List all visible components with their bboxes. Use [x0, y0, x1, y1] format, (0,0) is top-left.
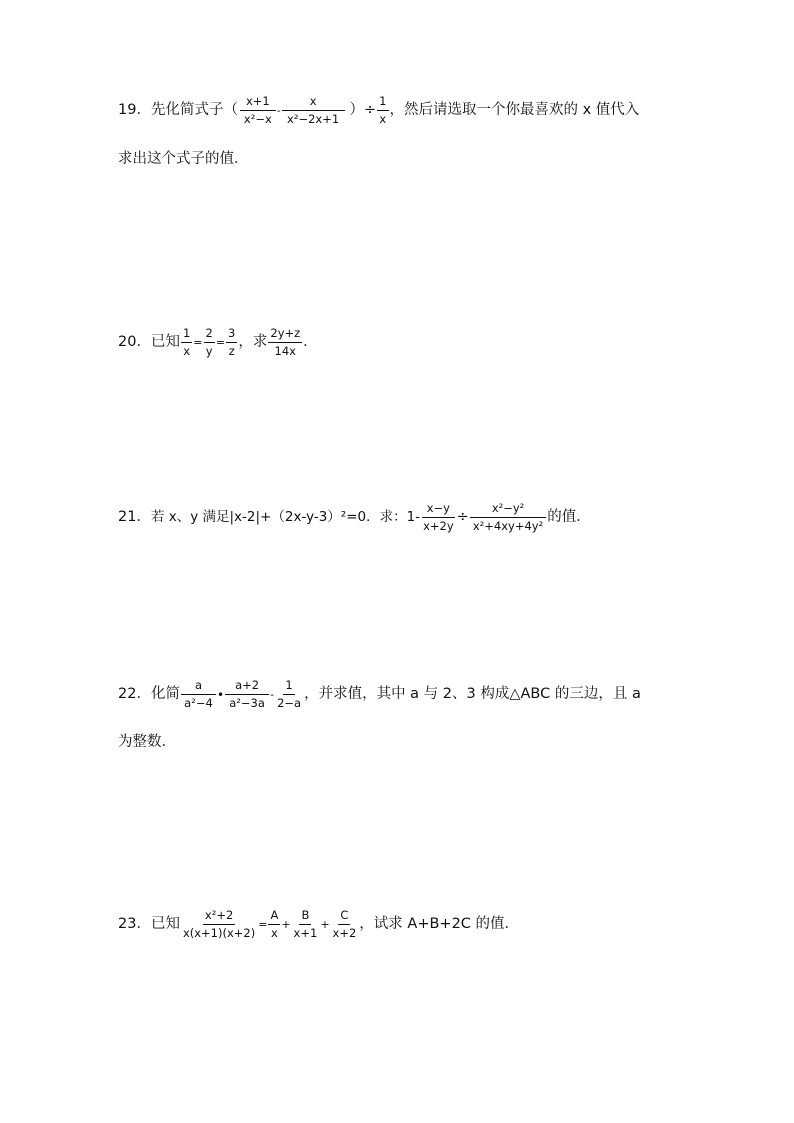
plus-sign: + [320, 918, 330, 931]
fraction [275, 680, 303, 709]
operator: - [276, 104, 281, 117]
question-text: ，然后请选取一个你最喜欢的 x 值代入 [389, 102, 640, 119]
denominator: a²−4 [184, 695, 213, 710]
question-text: 先化简式子（ [150, 102, 238, 119]
numerator: 2 [204, 328, 215, 343]
denominator: x [379, 111, 387, 126]
question-text: ，求 [238, 334, 268, 351]
multiplication-dot: • [217, 687, 225, 702]
question-text: 若 x、y 满足|x-2|+（2x-y-3）²=0．求：1- [150, 508, 421, 525]
denominator: x²+4xy+4y² [472, 518, 544, 533]
fraction [331, 910, 359, 939]
numerator: 3 [226, 328, 237, 343]
question-number: 20． [118, 334, 151, 351]
denominator: x²−2x+1 [287, 111, 340, 126]
fraction [377, 96, 388, 125]
denominator: x²−x [243, 111, 272, 126]
numerator: B [299, 910, 311, 925]
numerator: x+1 [240, 96, 276, 111]
numerator: x−y [422, 503, 455, 518]
question-text: ，试求 A+B+2C 的值． [359, 916, 520, 933]
question-text: ，并求值，其中 a 与 2、3 构成△ABC 的三边，且 a [304, 686, 641, 703]
question-text: ）÷ [349, 102, 377, 119]
question-text: 已知 [150, 334, 180, 351]
numerator: 1 [283, 680, 294, 695]
fraction [292, 910, 320, 939]
operator: - [270, 688, 275, 701]
question-20 [118, 328, 318, 357]
numerator: a [181, 680, 216, 695]
fraction [282, 96, 345, 125]
fraction [470, 503, 546, 532]
fraction [181, 328, 192, 357]
plus-sign: + [281, 918, 291, 931]
numerator: x [282, 96, 345, 111]
question-23 [118, 910, 519, 939]
question-number: 19． [118, 102, 151, 119]
fraction [268, 328, 302, 357]
numerator: 1 [181, 328, 192, 343]
fraction [181, 910, 257, 939]
denominator: x+2 [332, 925, 357, 940]
question-number: 21． [118, 509, 151, 526]
question-text: 已知 [150, 916, 180, 933]
fraction [204, 328, 215, 357]
question-19 [118, 96, 639, 125]
fraction [421, 503, 456, 532]
denominator: x+1 [293, 925, 318, 940]
question-number: 23． [118, 916, 151, 933]
denominator: 2−a [277, 695, 302, 710]
numerator: a+2 [225, 680, 269, 695]
fraction [225, 680, 269, 709]
question-text: 化简 [150, 686, 180, 703]
question-19-continuation: 求出这个式子的值． [118, 151, 249, 167]
question-number: 22． [118, 686, 151, 703]
equals-sign: = [215, 336, 226, 349]
denominator: x [183, 343, 191, 358]
denominator: x [270, 925, 278, 940]
fraction [240, 96, 276, 125]
numerator: 1 [377, 96, 388, 111]
denominator: y [205, 343, 213, 358]
fraction [268, 910, 280, 939]
denominator: x(x+1)(x+2) [182, 925, 256, 940]
denominator: z [228, 343, 235, 358]
division-sign: ÷ [456, 509, 469, 526]
numerator: 2y+z [268, 328, 302, 343]
numerator: A [268, 910, 280, 925]
question-text: 的值． [547, 509, 591, 526]
equals-sign: = [258, 918, 268, 931]
question-21 [118, 503, 591, 532]
denominator: 14x [274, 343, 296, 358]
numerator: x²−y² [470, 503, 546, 518]
question-text: ． [303, 334, 318, 351]
fraction [226, 328, 237, 357]
numerator: C [338, 910, 350, 925]
denominator: a²−3a [229, 695, 265, 710]
fraction [181, 680, 216, 709]
numerator: x²+2 [203, 910, 235, 925]
question-22-continuation: 为整数． [118, 734, 176, 750]
equals-sign: = [193, 336, 203, 349]
denominator: x+2y [423, 518, 454, 533]
question-22 [118, 680, 641, 709]
